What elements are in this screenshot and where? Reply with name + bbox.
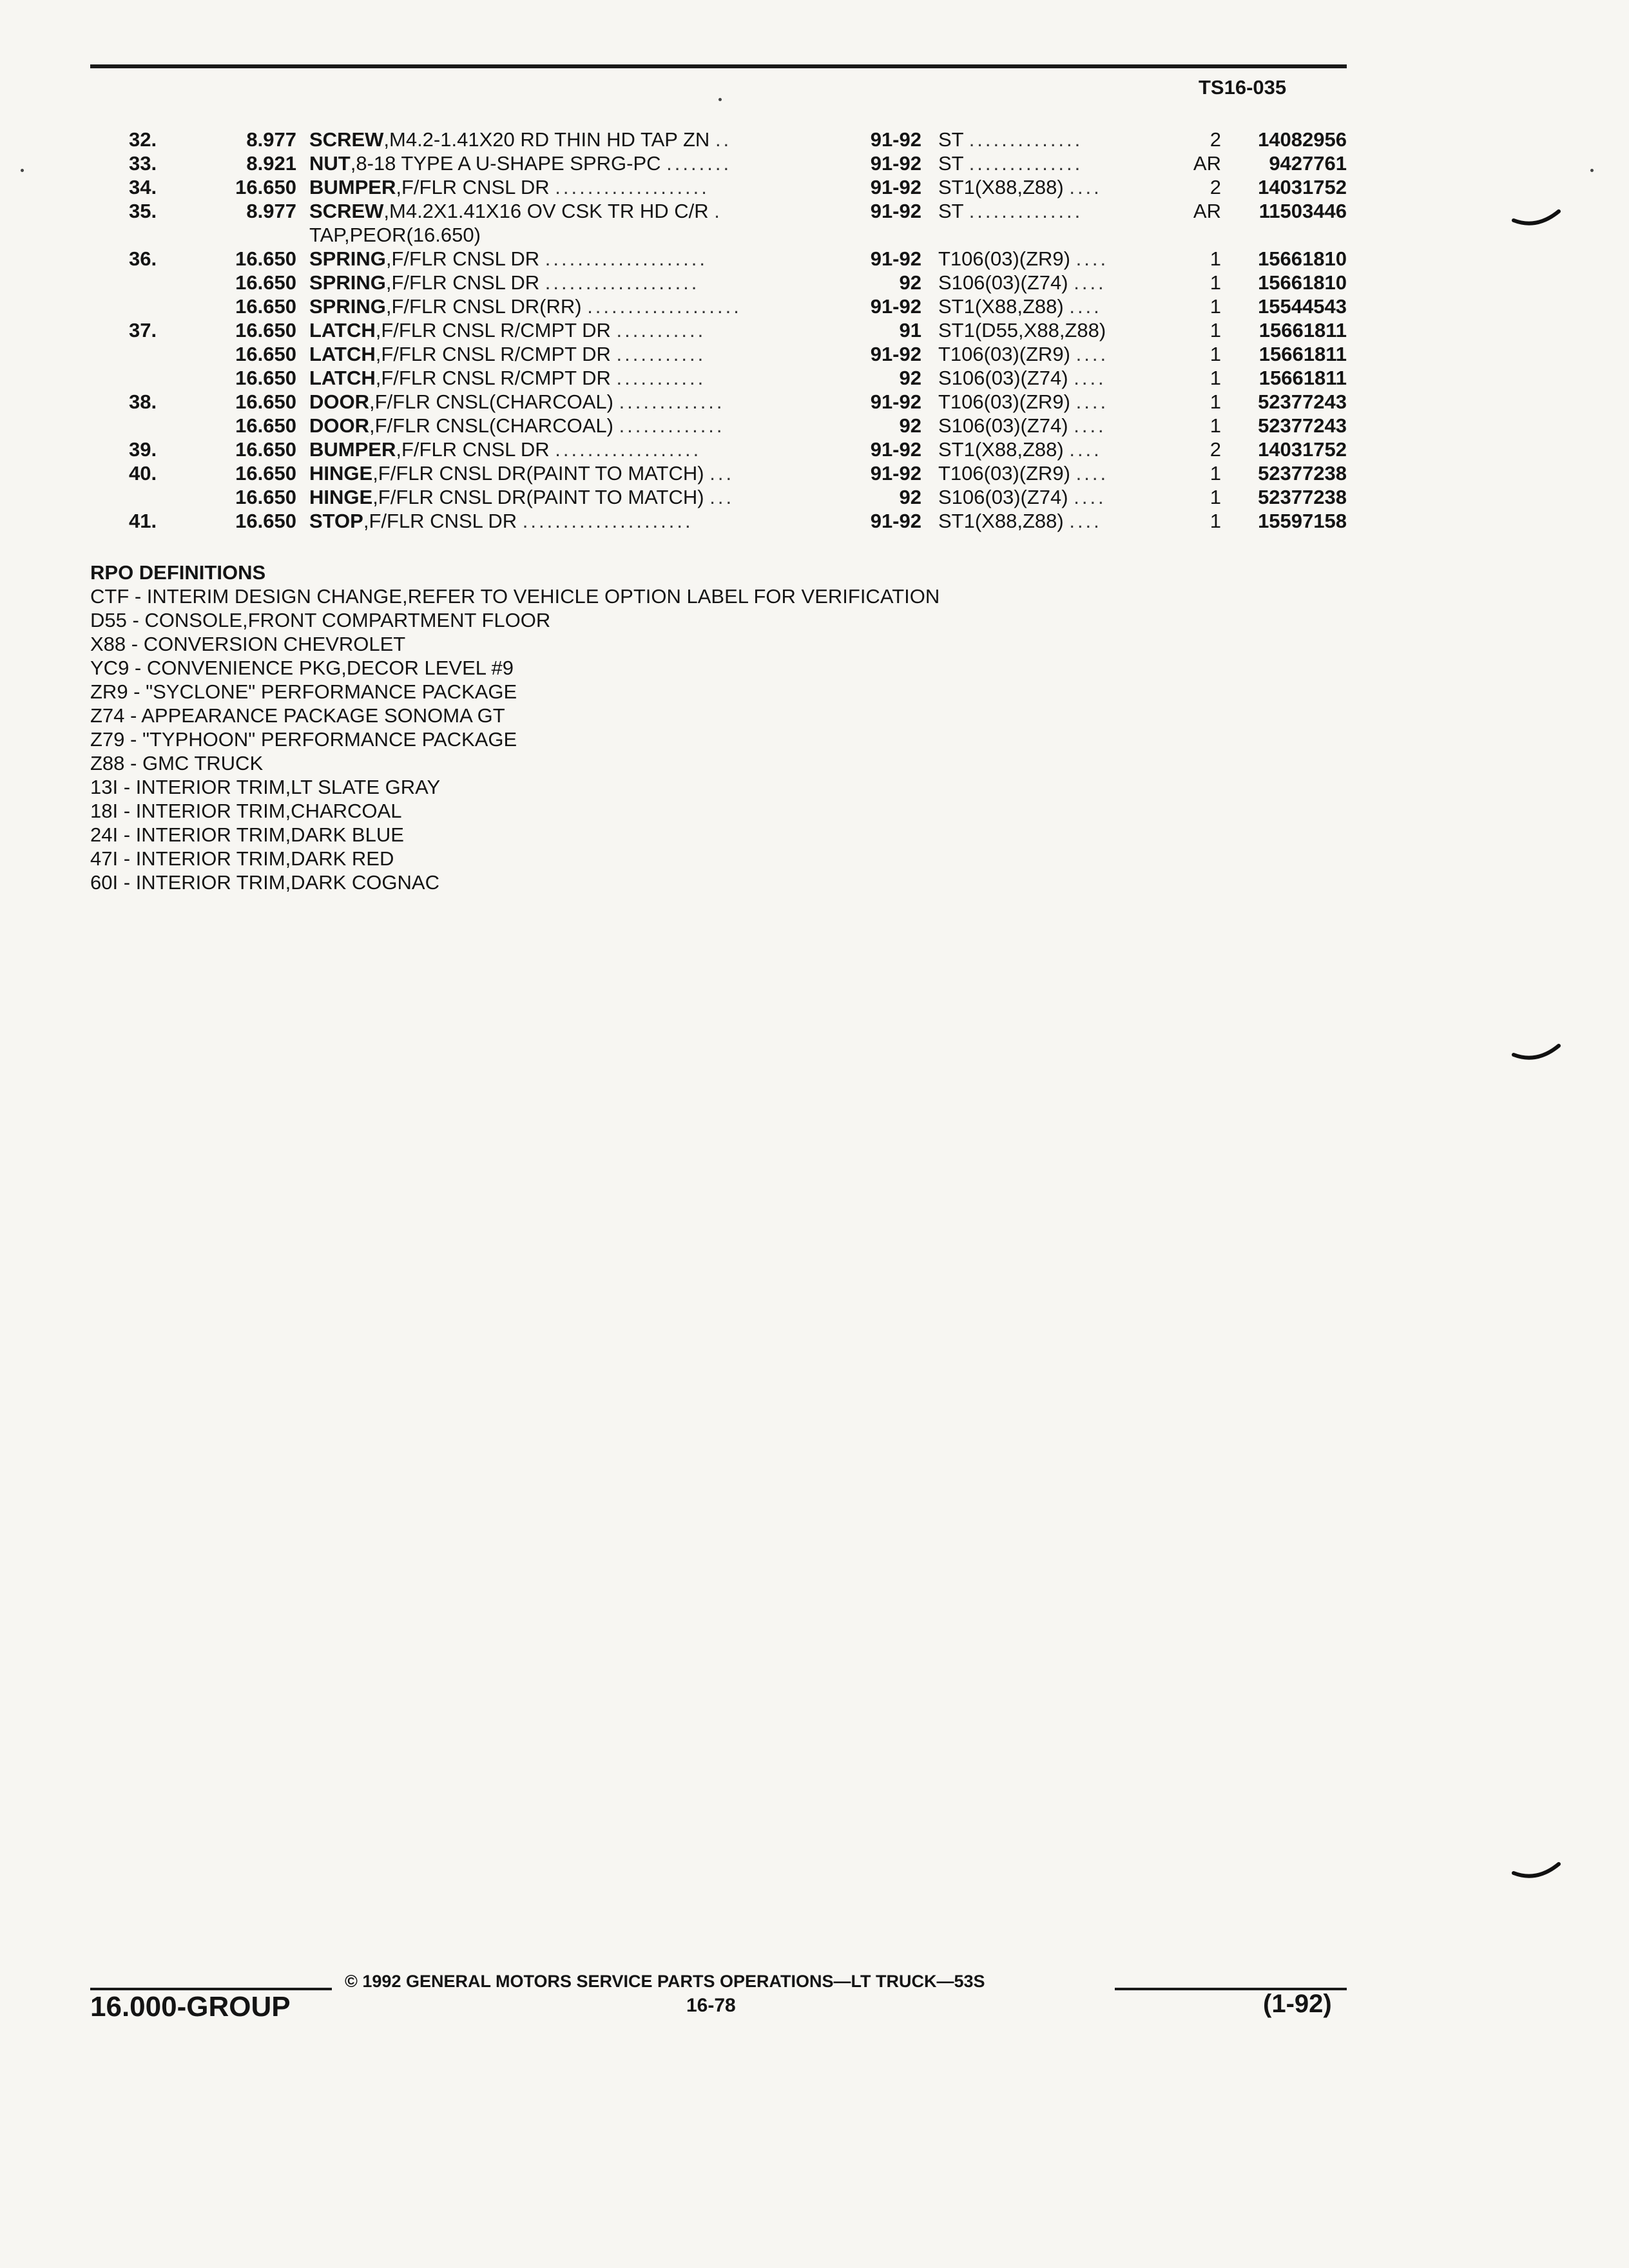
part-name: LATCH: [309, 367, 376, 389]
part-detail: ,8-18 TYPE A U-SHAPE SPRG-PC: [350, 152, 661, 175]
rpo-definition: 24I - INTERIOR TRIM,DARK BLUE: [90, 823, 404, 846]
leader-dots: ...................: [587, 295, 742, 318]
part-name: LATCH: [309, 343, 376, 365]
part-number: 11503446: [1258, 200, 1347, 222]
rpo-definitions: [90, 561, 940, 894]
model-years: 91-92: [870, 152, 921, 175]
item-number: 36.: [129, 247, 157, 270]
model-text: S106(03)(Z74): [938, 486, 1068, 508]
leader-dots: ....: [1069, 295, 1102, 318]
copyright-notice: © 1992 GENERAL MOTORS SERVICE PARTS OPERATIONS—LT TRUCK—53S: [345, 1972, 985, 1991]
part-detail: ,F/FLR CNSL DR: [385, 271, 540, 294]
part-name: DOOR: [309, 414, 369, 437]
part-name: HINGE: [309, 486, 373, 508]
quantity: 2: [1210, 128, 1221, 151]
leader-dots: ....: [1074, 414, 1106, 437]
model-code: [938, 128, 1177, 151]
model-code: [938, 461, 1177, 485]
edition-date: (1-92): [1263, 1990, 1332, 2018]
leader-dots: ...........: [616, 367, 706, 389]
rpo-definition: X88 - CONVERSION CHEVROLET: [90, 633, 406, 655]
part-number: 14082956: [1258, 128, 1347, 151]
rpo-definition: ZR9 - "SYCLONE" PERFORMANCE PACKAGE: [90, 680, 517, 703]
part-row: [103, 390, 1360, 414]
leader-dots: ....: [1069, 438, 1102, 461]
quantity: 1: [1210, 414, 1221, 437]
quantity: 1: [1210, 486, 1221, 508]
quantity: 1: [1210, 390, 1221, 413]
part-row: [103, 247, 1360, 271]
model-years: 91-92: [870, 128, 921, 151]
header-rule: [90, 64, 1347, 68]
part-number: 9427761: [1269, 152, 1347, 175]
model-years: 91-92: [870, 176, 921, 198]
model-years: 92: [899, 271, 921, 294]
part-detail: ,F/FLR CNSL DR(PAINT TO MATCH): [372, 486, 704, 508]
model-years: 91-92: [870, 295, 921, 318]
part-detail: ,F/FLR CNSL R/CMPT DR: [375, 343, 611, 365]
model-code: [938, 294, 1177, 318]
model-years: 92: [899, 367, 921, 389]
part-detail: ,M4.2X1.41X16 OV CSK TR HD C/R: [383, 200, 709, 222]
rpo-definition: Z88 - GMC TRUCK: [90, 752, 264, 774]
model-code: [938, 509, 1177, 533]
part-row: [103, 485, 1360, 509]
model-years: 92: [899, 486, 921, 508]
model-years: 91: [899, 319, 921, 341]
leader-dots: ..............: [969, 128, 1083, 151]
model-years: 91-92: [870, 510, 921, 532]
leader-dots: ..............: [969, 152, 1083, 175]
model-code: [938, 151, 1177, 175]
part-name: SPRING: [309, 247, 386, 270]
part-number: 15661811: [1258, 367, 1347, 389]
part-number: 14031752: [1258, 176, 1347, 198]
item-number: 39.: [129, 438, 157, 461]
model-code: [938, 175, 1177, 199]
part-number: 15661810: [1258, 247, 1347, 270]
part-number: 15661811: [1258, 343, 1347, 365]
model-code: [938, 342, 1177, 366]
item-number: 35.: [129, 200, 157, 222]
leader-dots: ....: [1075, 247, 1109, 270]
group-number: 16.650: [235, 438, 296, 461]
part-name: BUMPER: [309, 438, 396, 461]
model-text: S106(03)(Z74): [938, 367, 1068, 389]
rpo-definition: CTF - INTERIM DESIGN CHANGE,REFER TO VEHICLE OPTION LABEL FOR VERIFICATION: [90, 585, 940, 608]
rpo-definition: D55 - CONSOLE,FRONT COMPARTMENT FLOOR: [90, 609, 551, 631]
quantity: AR: [1193, 152, 1221, 175]
rpo-definition: 18I - INTERIOR TRIM,CHARCOAL: [90, 800, 402, 822]
model-text: T106(03)(ZR9): [938, 343, 1070, 365]
part-detail: ,M4.2-1.41X20 RD THIN HD TAP ZN: [383, 128, 710, 151]
quantity: 2: [1210, 176, 1221, 198]
model-text: T106(03)(ZR9): [938, 390, 1070, 413]
leader-dots: ....: [1075, 390, 1109, 413]
quantity: 1: [1210, 247, 1221, 270]
scan-speck: [1590, 169, 1594, 172]
part-detail: ,F/FLR CNSL DR: [396, 438, 550, 461]
leader-dots: ....: [1074, 486, 1106, 508]
quantity: 1: [1210, 319, 1221, 341]
binder-ring-mark: [1511, 206, 1563, 232]
part-row: [103, 437, 1360, 461]
model-code: [938, 366, 1177, 390]
group-number: 16.650: [235, 271, 296, 294]
quantity: 1: [1210, 462, 1221, 485]
part-name: DOOR: [309, 390, 369, 413]
part-row: [103, 414, 1360, 437]
part-name: LATCH: [309, 319, 376, 341]
group-number: 16.650: [235, 414, 296, 437]
quantity: 1: [1210, 271, 1221, 294]
part-row: [103, 509, 1360, 533]
quantity: 1: [1210, 343, 1221, 365]
page-number: 16-78: [686, 1995, 736, 2016]
leader-dots: ....: [1075, 343, 1109, 365]
leader-dots: ........: [666, 152, 732, 175]
part-detail: ,F/FLR CNSL(CHARCOAL): [369, 414, 613, 437]
quantity: 1: [1210, 367, 1221, 389]
part-detail: ,F/FLR CNSL DR: [396, 176, 550, 198]
model-text: T106(03)(ZR9): [938, 247, 1070, 270]
quantity: AR: [1193, 200, 1221, 222]
part-detail: ,F/FLR CNSL(CHARCOAL): [369, 390, 613, 413]
group-number: 16.650: [235, 390, 296, 413]
leader-dots: ...................: [555, 176, 709, 198]
parts-list: [103, 128, 1360, 533]
part-detail: ,F/FLR CNSL DR: [363, 510, 517, 532]
rpo-definition: 60I - INTERIOR TRIM,DARK COGNAC: [90, 871, 439, 894]
model-years: 91-92: [870, 247, 921, 270]
scan-speck: [718, 98, 722, 101]
model-text: ST1(X88,Z88): [938, 438, 1064, 461]
model-years: 92: [899, 414, 921, 437]
model-text: ST1(X88,Z88): [938, 176, 1064, 198]
model-code: [938, 485, 1177, 509]
part-number: 15597158: [1258, 510, 1347, 532]
part-detail: ,F/FLR CNSL R/CMPT DR: [375, 367, 611, 389]
part-name: HINGE: [309, 462, 373, 485]
part-name: NUT: [309, 152, 351, 175]
model-years: 91-92: [870, 343, 921, 365]
leader-dots: ..: [715, 128, 732, 151]
leader-dots: ..............: [969, 200, 1083, 222]
leader-dots: .............: [619, 414, 725, 437]
part-number: 52377238: [1258, 462, 1347, 485]
part-row: [103, 151, 1360, 175]
part-detail: ,F/FLR CNSL DR: [385, 247, 540, 270]
part-row: [103, 318, 1360, 342]
item-number: 32.: [129, 128, 157, 151]
model-years: 91-92: [870, 200, 921, 222]
item-number: 34.: [129, 176, 157, 198]
part-number: 14031752: [1258, 438, 1347, 461]
model-text: ST1(X88,Z88): [938, 510, 1064, 532]
rpo-definition: Z74 - APPEARANCE PACKAGE SONOMA GT: [90, 704, 505, 727]
part-row: [103, 271, 1360, 294]
item-number: 38.: [129, 390, 157, 413]
part-number: 52377243: [1258, 390, 1347, 413]
rpo-definition: YC9 - CONVENIENCE PKG,DECOR LEVEL #9: [90, 657, 514, 679]
part-name: SPRING: [309, 271, 386, 294]
model-text: ST: [938, 152, 964, 175]
rpo-definition: 13I - INTERIOR TRIM,LT SLATE GRAY: [90, 776, 441, 798]
quantity: 2: [1210, 438, 1221, 461]
leader-dots: .: [714, 200, 722, 222]
rpo-definition: 47I - INTERIOR TRIM,DARK RED: [90, 847, 394, 870]
group-number: 16.650: [235, 486, 296, 508]
group-label: 16.000-GROUP: [90, 1991, 291, 2023]
group-number: 16.650: [235, 247, 296, 270]
part-row: [103, 342, 1360, 366]
item-number: 37.: [129, 319, 157, 341]
part-number: 52377238: [1258, 486, 1347, 508]
model-code: [938, 318, 1177, 342]
part-row: [103, 366, 1360, 390]
part-detail: ,F/FLR CNSL R/CMPT DR: [375, 319, 611, 341]
part-description: [309, 223, 941, 247]
leader-dots: .............: [619, 390, 725, 413]
part-row: [103, 199, 1360, 223]
leader-dots: ...: [709, 486, 735, 508]
leader-dots: ....: [1074, 271, 1106, 294]
part-number: 15661811: [1258, 319, 1347, 341]
model-code: [938, 271, 1177, 294]
model-code: [938, 247, 1177, 271]
group-number: 16.650: [235, 319, 296, 341]
item-number: 40.: [129, 462, 157, 485]
rpo-definition-list: [90, 584, 940, 894]
leader-dots: ....................: [545, 247, 708, 270]
part-number: 15661810: [1258, 271, 1347, 294]
part-row: [103, 128, 1360, 151]
model-text: ST1(D55,X88,Z88): [938, 319, 1106, 341]
model-text: S106(03)(Z74): [938, 414, 1068, 437]
group-number: 8.921: [246, 152, 296, 175]
leader-dots: ...........: [616, 319, 706, 341]
model-text: ST1(X88,Z88): [938, 295, 1064, 318]
part-detail: ,F/FLR CNSL DR(PAINT TO MATCH): [372, 462, 704, 485]
part-name: SCREW: [309, 128, 384, 151]
binder-ring-mark: [1511, 1859, 1563, 1885]
leader-dots: ...........: [616, 343, 706, 365]
part-row: [103, 461, 1360, 485]
model-years: 91-92: [870, 462, 921, 485]
leader-dots: ....: [1074, 367, 1106, 389]
scan-speck: [21, 169, 24, 172]
leader-dots: .....................: [522, 510, 693, 532]
binder-ring-mark: [1511, 1041, 1563, 1066]
group-number: 16.650: [235, 462, 296, 485]
part-detail: TAP,PEOR(16.650): [309, 224, 481, 246]
leader-dots: ....: [1069, 510, 1102, 532]
model-code: [938, 414, 1177, 437]
group-number: 16.650: [235, 176, 296, 198]
footer-rule-left: [90, 1988, 332, 1990]
model-code: [938, 199, 1177, 223]
part-name: STOP: [309, 510, 363, 532]
model-text: T106(03)(ZR9): [938, 462, 1070, 485]
model-code: [938, 390, 1177, 414]
part-detail: ,F/FLR CNSL DR(RR): [385, 295, 582, 318]
part-name: SCREW: [309, 200, 384, 222]
rpo-heading: RPO DEFINITIONS: [90, 561, 266, 584]
group-number: 8.977: [246, 200, 296, 222]
group-number: 16.650: [235, 510, 296, 532]
model-text: ST: [938, 128, 964, 151]
part-number: 52377243: [1258, 414, 1347, 437]
leader-dots: ....: [1069, 176, 1102, 198]
group-number: 16.650: [235, 367, 296, 389]
quantity: 1: [1210, 510, 1221, 532]
part-row: [103, 223, 1360, 247]
item-number: 33.: [129, 152, 157, 175]
group-number: 16.650: [235, 295, 296, 318]
group-number: 16.650: [235, 343, 296, 365]
model-text: S106(03)(Z74): [938, 271, 1068, 294]
item-number: 41.: [129, 510, 157, 532]
model-code: [938, 437, 1177, 461]
leader-dots: ...................: [545, 271, 700, 294]
leader-dots: ....: [1075, 462, 1109, 485]
model-text: ST: [938, 200, 964, 222]
model-years: 91-92: [870, 438, 921, 461]
part-row: [103, 294, 1360, 318]
document-number: TS16-035: [1199, 76, 1287, 99]
group-number: 8.977: [246, 128, 296, 151]
leader-dots: ...: [709, 462, 735, 485]
part-name: BUMPER: [309, 176, 396, 198]
part-name: SPRING: [309, 295, 386, 318]
quantity: 1: [1210, 295, 1221, 318]
leader-dots: ..................: [555, 438, 702, 461]
rpo-definition: Z79 - "TYPHOON" PERFORMANCE PACKAGE: [90, 728, 517, 751]
model-years: 91-92: [870, 390, 921, 413]
part-row: [103, 175, 1360, 199]
part-number: 15544543: [1258, 295, 1347, 318]
